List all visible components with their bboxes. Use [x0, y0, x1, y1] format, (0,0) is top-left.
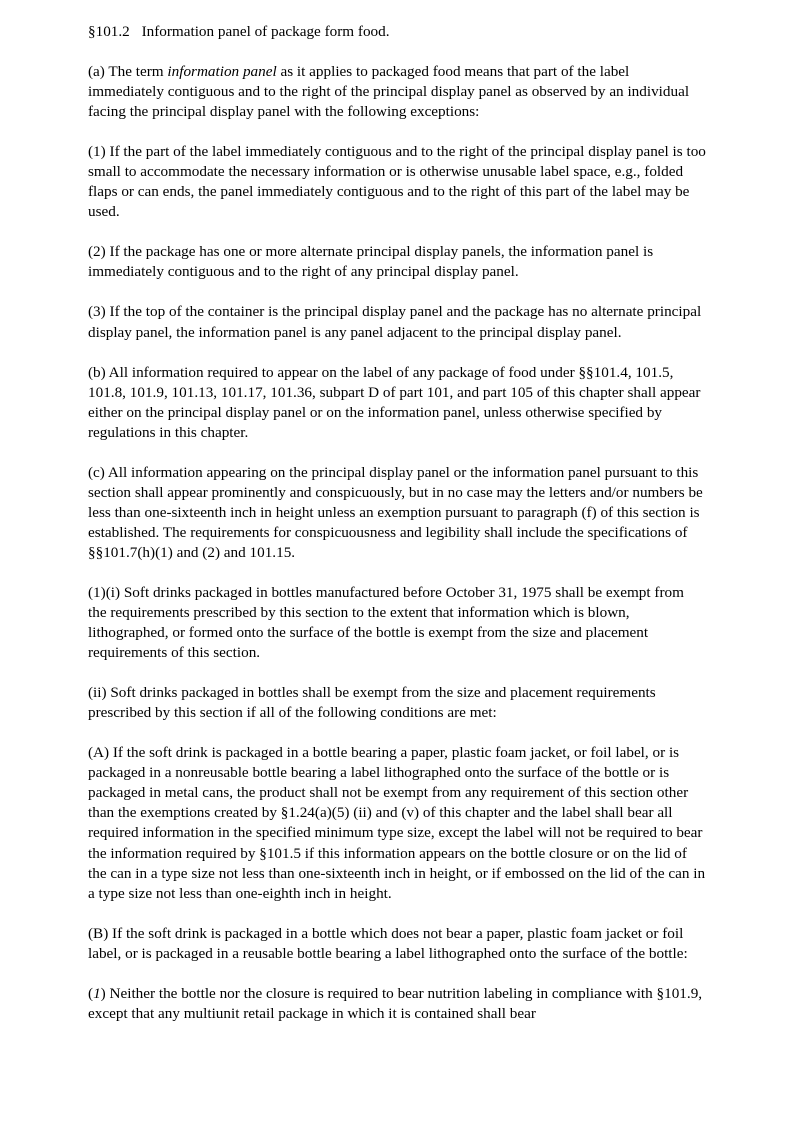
paragraph-A: (A) If the soft drink is packaged in a bottle bearing a paper, plastic foam jacket, or foil label, or is packaged in a nonreusable bottle bearing a label lithographed onto the surface of the bottle or is packaged in metal cans, the product shall not be exempt from any requirement of this section other than the exemptions created by §1.24(a)(5) (ii) and (v) of this chapter and the label shall bear all required information in the specified minimum type size, except the label will not be required to bear the information required by §101.5 if this information appears on the bottle closure or on the lid of the can in a type size not less than one-sixteenth inch in height, or if embossed on the lid of the can in a type size not less than one-eighth inch in height. [88, 744, 706, 902]
paragraph-a-lead: (a) The term [88, 63, 168, 81]
paragraph-B1-open: ( [88, 984, 94, 1002]
paragraph-c1ii: (ii) Soft drinks packaged in bottles shall be exempt from the size and placement requirements prescribed by this section if all of the following conditions are met: [88, 684, 656, 722]
section-heading [88, 22, 706, 42]
paragraph-a [88, 62, 706, 122]
paragraph-a-body: as it applies to packaged food means that part of the label immediately contiguous and to the right of the principal display panel as observed by an individual facing the principal display panel with the following exceptions: [88, 63, 690, 121]
paragraph-c1i: (1)(i) Soft drinks packaged in bottles manufactured before October 31, 1975 shall be exempt from the requirements prescribed by this section to the extent that information which is blown, lithographed, or formed onto the surface of the bottle is exempt from the size and placement requirements of this section. [88, 583, 684, 662]
section-number: §101.2 [88, 23, 130, 40]
section-title: Information panel of package form food. [141, 23, 390, 40]
paragraph-B1-close: ) [100, 984, 106, 1002]
paragraph-a1: (1) If the part of the label immediately contiguous and to the right of the principal display panel is too small to accommodate the necessary information or is otherwise unusable label space, e.g., folded flaps or can ends, the panel immediately contiguous and to the right of this part of the label may be used. [88, 143, 706, 221]
paragraph-B1-number: 1 [93, 984, 101, 1002]
paragraph-b: (b) All information required to appear on the label of any package of food under §§101.4, 101.5, 101.8, 101.9, 101.13, 101.17, 101.36, subpart D of part 101, and part 105 of this chapter shall appear either on the principal display panel or on the information panel, unless otherwise specified by regulations in this chapter. [88, 363, 701, 441]
paragraph-B1-body: Neither the bottle nor the closure is required to bear nutrition labeling in compliance with §101.9, except that any multiunit retail package in which it is contained shall bear [88, 984, 703, 1022]
paragraph-a2: (2) If the package has one or more alternate principal display panels, the information panel is immediately contiguous and to the right of any principal display panel. [88, 243, 654, 281]
defined-term: information panel [167, 63, 277, 81]
paragraph-B1 [88, 984, 706, 1024]
paragraph-B: (B) If the soft drink is packaged in a bottle which does not bear a paper, plastic foam jacket or foil label, or is packaged in a reusable bottle bearing a label lithographed onto the surface of the bottle: [88, 924, 688, 962]
paragraph-c: (c) All information appearing on the principal display panel or the information panel pursuant to this section shall appear prominently and conspicuously, but in no case may the letters and/or numbers be less than one-sixteenth inch in height unless an exemption pursuant to paragraph (f) of this section is established. The requirements for conspicuousness and legibility shall include the specifications of §§101.7(h)(1) and (2) and 101.15. [88, 463, 703, 561]
paragraph-a3: (3) If the top of the container is the principal display panel and the package has no alternate principal display panel, the information panel is any panel adjacent to the principal display panel. [88, 303, 702, 341]
